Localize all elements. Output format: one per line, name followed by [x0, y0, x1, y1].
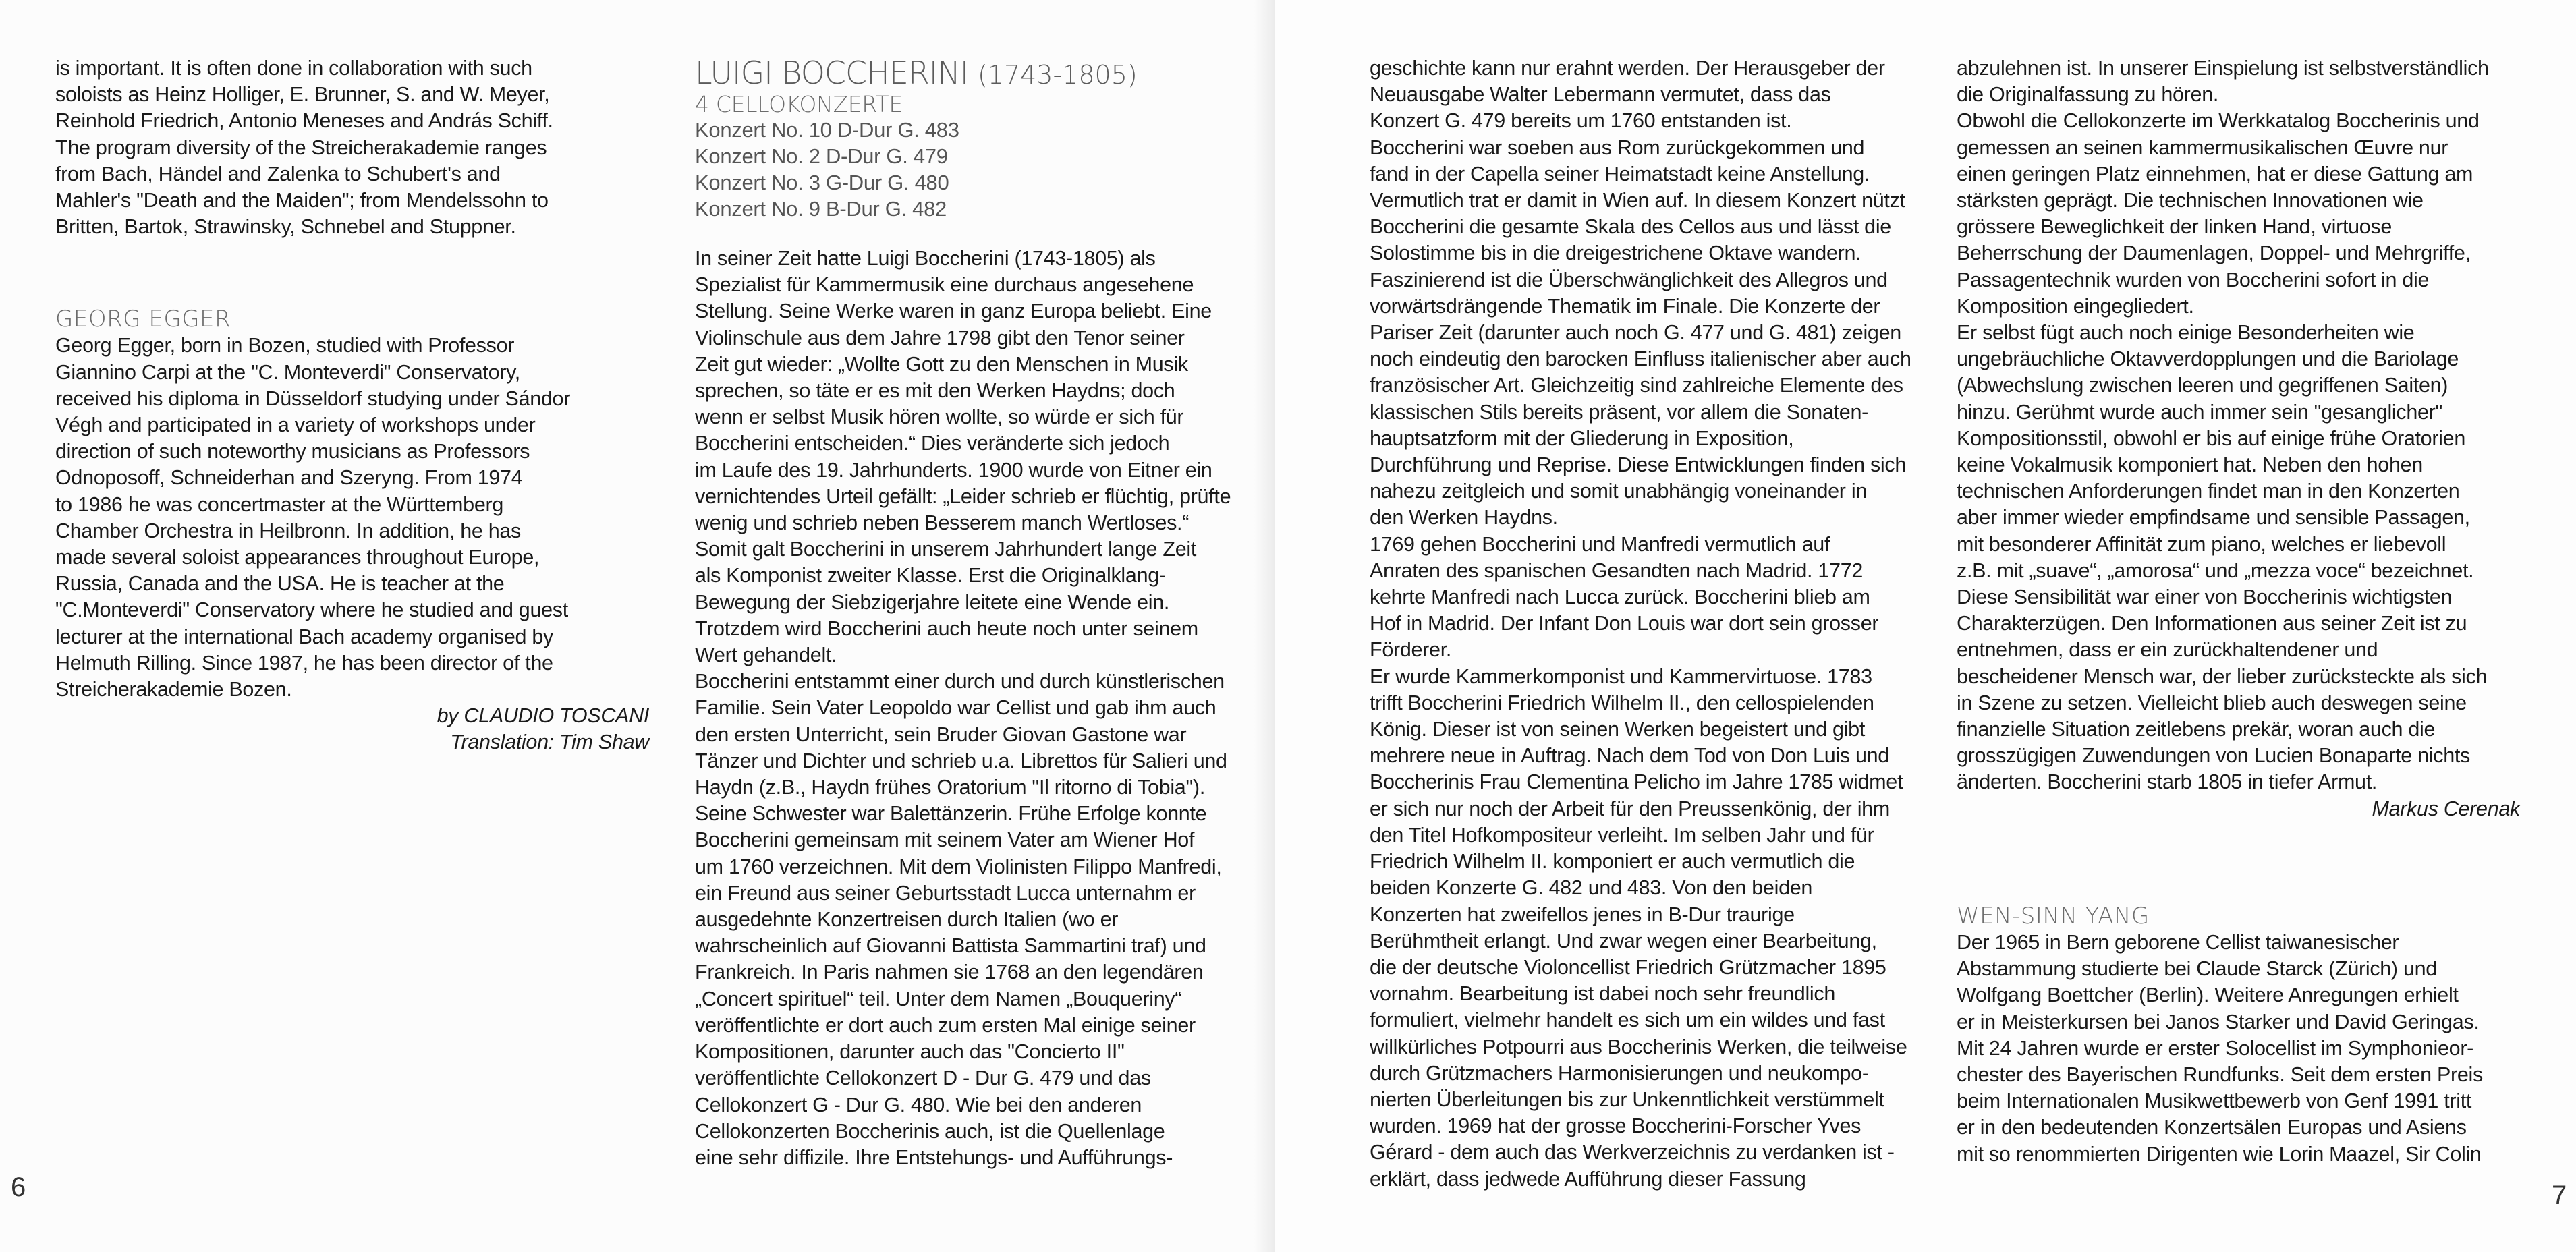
text-line: (Abwechslung zwischen leeren und gegriffenen Saiten)	[1957, 374, 2448, 397]
text-line: formuliert, vielmehr handelt es sich um ein wildes und fast	[1370, 1008, 1885, 1032]
text-line: vernichtendes Urteil gefällt: „Leider schrieb er flüchtig, prüfte	[695, 484, 1231, 508]
text-line: Friedrich Wilhelm II. komponiert er auch vermutlich die	[1370, 850, 1855, 874]
text-line: Boccherini entscheiden.“ Dies veränderte sich jedoch	[695, 432, 1170, 455]
text-line: The program diversity of the Streicherakademie ranges	[55, 136, 547, 159]
text-line: klassischen Stils bereits präsent, vor allem die Sonaten-	[1370, 400, 1868, 424]
text-line: fand in der Capella seiner Heimatstadt keine Anstellung.	[1370, 162, 1870, 186]
text-line: Obwohl die Cellokonzerte im Werkkatalog Boccherinis und	[1957, 109, 2480, 133]
text-line: wahrscheinlich auf Giovanni Battista Sammartini traf) und	[695, 934, 1206, 958]
text-line: Boccherini entstammt einer durch und durch künstlerischen	[695, 670, 1225, 693]
text-line: vornahm. Bearbeitung ist dabei noch sehr freundlich	[1370, 982, 1836, 1006]
text-line: Komposition eingegliedert.	[1957, 294, 2194, 318]
text-line: Familie. Sein Vater Leopoldo war Cellist und gab ihm auch	[695, 696, 1216, 720]
text-line: Konzert No. 2 D-Dur G. 479	[695, 144, 948, 168]
column-4	[1957, 55, 2520, 1168]
text-line: beim Internationalen Musikwettbewerb von Genf 1991 tritt	[1957, 1089, 2472, 1113]
text-line: hauptsatzform mit der Gliederung in Exposition,	[1370, 426, 1794, 450]
text-line: in Szene zu setzen. Vielleicht blieb auch deswegen seine	[1957, 691, 2467, 714]
text-line: Britten, Bartok, Strawinsky, Schnebel and Stuppner.	[55, 215, 516, 239]
text-line: lecturer at the international Bach academy organised by	[55, 625, 553, 648]
text-line: Mit 24 Jahren wurde er erster Solocellist im Symphonieor-	[1957, 1036, 2474, 1060]
text-line: Anraten des spanischen Gesandten nach Madrid. 1772	[1370, 559, 1864, 582]
text-line: Neuausgabe Walter Lebermann vermutet, dass das	[1370, 83, 1831, 107]
text-line: Diese Sensibilität war einer von Boccherinis wichtigsten	[1957, 586, 2453, 609]
text-line: Abstammung studierte bei Claude Starck (Zürich) und	[1957, 957, 2437, 981]
text-line: received his diploma in Düsseldorf studying under Sándor	[55, 387, 571, 410]
text-line: to 1986 he was concertmaster at the Württemberg	[55, 492, 504, 516]
text-line: Stellung. Seine Werke waren in ganz Europa beliebt. Eine	[695, 300, 1212, 323]
text-line: Cellokonzert G - Dur G. 480. Wie bei den anderen	[695, 1093, 1142, 1116]
text-line: gemessen an seinen kammermusikalischen Œuvre nur	[1957, 136, 2448, 159]
heading-georg-egger: GEORG EGGER	[55, 306, 231, 333]
paragraph-boccherini-history	[1370, 55, 1911, 1193]
text-line: Trotzdem wird Boccherini auch heute noch unter seinem	[695, 617, 1198, 640]
paragraph-georg-egger	[55, 333, 649, 703]
column-3	[1370, 55, 1911, 1193]
text-line: änderten. Boccherini starb 1805 in tiefer Armut.	[1957, 770, 2378, 794]
text-line: König. Dieser ist von seinen Werken begeistert und gibt	[1370, 718, 1865, 741]
text-line: ein Freund aus seiner Geburtsstadt Lucca unternahm er	[695, 881, 1196, 905]
paragraph-wen-sinn-yang	[1957, 930, 2520, 1168]
text-line: direction of such noteworthy musicians as Professors	[55, 440, 530, 463]
text-line: durch Grützmachers Harmonisierungen und neukompo-	[1370, 1061, 1869, 1085]
works-list	[695, 117, 1231, 222]
text-line: willkürliches Potpourri aus Boccherinis Werken, die teilweise	[1370, 1035, 1907, 1058]
text-line: Haydn (z.B., Haydn frühes Oratorium "Il ritorno di Tobia").	[695, 776, 1206, 799]
text-line: erklärt, dass jedwede Aufführung dieser Fassung	[1370, 1167, 1806, 1191]
text-line: kehrte Manfredi nach Lucca zurück. Boccherini blieb am	[1370, 586, 1870, 609]
text-line: Wert gehandelt.	[695, 644, 837, 667]
text-line: einen geringen Platz einnehmen, hat er diese Gattung am	[1957, 162, 2473, 186]
paragraph-streicherakademie	[55, 55, 649, 240]
text-line: Er wurde Kammerkomponist und Kammervirtuose. 1783	[1370, 664, 1872, 688]
text-line: Konzert No. 3 G-Dur G. 480	[695, 171, 949, 194]
text-line: nahezu zeitgleich und somit unabhängig voneinander in	[1370, 480, 1867, 503]
text-line: Beherrschung der Daumenlagen, Doppel- und Mehrgriffe,	[1957, 241, 2471, 265]
text-line: Pariser Zeit (darunter auch noch G. 477 und G. 481) zeigen	[1370, 321, 1901, 345]
column-2	[695, 55, 1231, 1171]
text-line: Berühmtheit erlangt. Und zwar wegen einer Bearbeitung,	[1370, 929, 1877, 952]
text-line: In seiner Zeit hatte Luigi Boccherini (1743-1805) als	[695, 247, 1156, 270]
text-line: Végh and participated in a variety of workshops under	[55, 414, 536, 437]
text-line: technischen Anforderungen findet man in den Konzerten	[1957, 480, 2460, 503]
composer-name: LUIGI BOCCHERINI	[695, 55, 969, 91]
text-line: Boccherinis Frau Clementina Pelicho im Jahre 1785 widmet	[1370, 770, 1903, 794]
text-line: Solostimme bis in die dreigestrichene Oktave wandern.	[1370, 241, 1861, 265]
text-line: made several soloist appearances throughout Europe,	[55, 546, 540, 569]
text-line: die Originalfassung zu hören.	[1957, 83, 2219, 107]
text-line: er in den bedeutenden Konzertsälen Europas und Asiens	[1957, 1116, 2467, 1139]
text-line: den Titel Hofkompositeur verleiht. Im selben Jahr und für	[1370, 823, 1874, 847]
text-line: hinzu. Gerühmt wurde auch immer sein "gesanglicher"	[1957, 400, 2443, 424]
text-line: stärksten geprägt. Die technischen Innovationen wie	[1957, 189, 2424, 212]
text-line: Violinschule aus dem Jahre 1798 gibt den Tenor seiner	[695, 326, 1185, 349]
text-line: Boccherini gemeinsam mit seinem Vater am Wiener Hof	[695, 828, 1195, 852]
text-line: ausgedehnte Konzertreisen durch Italien (wo er	[695, 908, 1119, 932]
text-line: Somit galt Boccherini in unserem Jahrhundert lange Zeit	[695, 538, 1197, 561]
text-line: entnehmen, dass er ein zurückhaltendener und	[1957, 638, 2378, 662]
text-line: Chamber Orchestra in Heilbronn. In addition, he has	[55, 519, 521, 542]
text-line: eine sehr diffizile. Ihre Entstehungs- und Aufführungs-	[695, 1145, 1173, 1169]
text-line: "C.Monteverdi" Conservatory where he studied and guest	[55, 598, 568, 622]
text-line: Vermutlich trat er damit in Wien auf. In diesem Konzert nützt	[1370, 189, 1905, 212]
text-line: Der 1965 in Bern geborene Cellist taiwanesischer	[1957, 930, 2399, 954]
text-line: wurden. 1969 hat der grosse Boccherini-Forscher Yves	[1370, 1114, 1861, 1138]
text-line: vorwärtsdrängende Thematik im Finale. Die Konzerte der	[1370, 294, 1880, 318]
text-line: Passagentechnik wurden von Boccherini sofort in die	[1957, 268, 2430, 291]
text-line: Mahler's "Death and the Maiden"; from Mendelssohn to	[55, 189, 549, 212]
page-number-left: 6	[11, 1172, 26, 1202]
text-line: Durchführung und Reprise. Diese Entwicklungen finden sich	[1370, 453, 1906, 477]
text-line: Faszinierend ist die Überschwänglichkeit des Allegros und	[1370, 268, 1888, 291]
text-line: Georg Egger, born in Bozen, studied with Professor	[55, 334, 515, 358]
text-line: Tänzer und Dichter und schrieb u.a. Librettos für Salieri und	[695, 749, 1227, 772]
text-line: Boccherini die gesamte Skala des Cellos aus und lässt die	[1370, 215, 1891, 239]
text-line: Helmuth Rilling. Since 1987, he has been director of the	[55, 651, 553, 675]
text-line: veröffentlichte Cellokonzert D - Dur G. 479 und das	[695, 1066, 1151, 1090]
text-line: nierten Überleitungen bis zur Unkenntlichkeit verstümmelt	[1370, 1087, 1884, 1111]
text-line: wenig und schrieb neben Besserem manch Wertloses.“	[695, 511, 1189, 535]
composer-years: (1743-1805)	[977, 60, 1138, 90]
text-line: Konzert No. 9 B-Dur G. 482	[695, 197, 947, 221]
text-line: Frankreich. In Paris nahmen sie 1768 an den legendären	[695, 961, 1204, 984]
text-line: veröffentlichte er dort auch zum ersten Mal einige seiner	[695, 1013, 1196, 1037]
text-line: um 1760 verzeichnen. Mit dem Violinisten Filippo Manfredi,	[695, 855, 1222, 878]
text-line: bescheidener Mensch war, der lieber zurücksteckte als sich	[1957, 664, 2488, 688]
text-line: er sich nur noch der Arbeit für den Preussenkönig, der ihm	[1370, 797, 1890, 820]
text-line: Konzert No. 10 D-Dur G. 483	[695, 118, 959, 142]
text-line: Gérard - dem auch das Werkverzeichnis zu verdanken ist -	[1370, 1141, 1895, 1164]
text-line: Giannino Carpi at the "C. Monteverdi" Conservatory,	[55, 360, 520, 384]
text-line: Wolfgang Boettcher (Berlin). Weitere Anregungen erhielt	[1957, 984, 2459, 1007]
text-line: Russia, Canada and the USA. He is teacher at the	[55, 572, 505, 596]
text-line: Cellokonzerten Boccherinis auch, ist die Quellenlage	[695, 1119, 1165, 1143]
left-page	[0, 0, 1275, 1252]
text-line: sprechen, so täte er es mit den Werken Haydns; doch	[695, 379, 1175, 403]
text-line: aber immer wieder empfindsame und sensible Passagen,	[1957, 506, 2470, 530]
text-line: Kompositionsstil, obwohl er bis auf einige frühe Oratorien	[1957, 426, 2465, 450]
text-line: Boccherini war soeben aus Rom zurückgekommen und	[1370, 136, 1865, 159]
text-line: grosszügigen Zuwendungen von Lucien Bonaparte nichts	[1957, 744, 2470, 768]
column-1	[55, 55, 649, 756]
text-line: Reinhold Friedrich, Antonio Meneses and András Schiff.	[55, 109, 553, 133]
text-line: geschichte kann nur erahnt werden. Der Herausgeber der	[1370, 57, 1885, 80]
text-line: soloists as Heinz Holliger, E. Brunner, S. and W. Meyer,	[55, 83, 550, 107]
text-line: chester des Bayerischen Rundfunks. Seit dem ersten Preis	[1957, 1062, 2483, 1086]
text-line: wenn er selbst Musik hören wollte, so würde er sich für	[695, 405, 1184, 429]
text-line: Spezialist für Kammermusik eine durchaus angesehene	[695, 273, 1194, 297]
text-line: die der deutsche Violoncellist Friedrich Grützmacher 1895	[1370, 955, 1886, 979]
page-number-right: 7	[2552, 1180, 2567, 1210]
text-line: 1769 gehen Boccherini und Manfredi vermutlich auf	[1370, 532, 1830, 556]
text-line: ungebräuchliche Oktavverdopplungen und die Bariolage	[1957, 347, 2459, 371]
text-line: Odnoposoff, Schneiderhan and Szeryng. From 1974	[55, 466, 523, 490]
translation-credit: Translation: Tim Shaw	[450, 731, 649, 754]
right-page	[1275, 0, 2576, 1252]
text-line: Konzerten hat zweifellos jenes in B-Dur traurige	[1370, 903, 1795, 926]
text-line: Seine Schwester war Balettänzerin. Frühe Erfolge konnte	[695, 802, 1207, 826]
text-line: im Laufe des 19. Jahrhunderts. 1900 wurde von Eitner ein	[695, 458, 1212, 482]
text-line: den Werken Haydns.	[1370, 506, 1558, 530]
text-line: Bewegung der Siebzigerjahre leitete eine Wende ein.	[695, 590, 1170, 614]
text-line: z.B. mit „suave“, „amorosa“ und „mezza voce“ bezeichnet.	[1957, 559, 2474, 582]
text-line: keine Vokalmusik komponiert hat. Neben den hohen	[1957, 453, 2423, 477]
text-line: trifft Boccherini Friedrich Wilhelm II., den cellospielenden	[1370, 691, 1874, 714]
composer-heading	[695, 55, 1231, 92]
text-line: den ersten Unterricht, sein Bruder Giovan Gastone war	[695, 722, 1187, 746]
text-line: beiden Konzerte G. 482 und 483. Von den beiden	[1370, 876, 1813, 900]
text-line: finanzielle Situation zeitlebens prekär, woran auch die	[1957, 718, 2436, 741]
text-line: mit so renommierten Dirigenten wie Lorin Maazel, Sir Colin	[1957, 1142, 2482, 1166]
text-line: Streicherakademie Bozen.	[55, 678, 292, 702]
text-line: grössere Beweglichkeit der linken Hand, virtuose	[1957, 215, 2392, 239]
author-credit-right: Markus Cerenak	[2372, 797, 2520, 820]
author-credit: by CLAUDIO TOSCANI	[437, 704, 649, 728]
text-line: er in Meisterkursen bei Janos Starker und David Geringas.	[1957, 1010, 2480, 1033]
text-line: from Bach, Händel and Zalenka to Schubert's and	[55, 162, 501, 186]
text-line: Förderer.	[1370, 638, 1452, 662]
text-line: „Concert spirituel“ teil. Unter dem Namen „Bouqueriny“	[695, 987, 1182, 1011]
text-line: Hof in Madrid. Der Infant Don Louis war dort sein grosser	[1370, 612, 1879, 635]
text-line: abzulehnen ist. In unserer Einspielung ist selbstverständlich	[1957, 57, 2489, 80]
heading-wen-sinn-yang: WEN-SINN YANG	[1957, 902, 2150, 930]
paragraph-boccherini-style	[1957, 55, 2520, 796]
text-line: Konzert G. 479 bereits um 1760 entstanden ist.	[1370, 109, 1792, 133]
text-line: Zeit gut wieder: „Wollte Gott zu den Menschen in Musik	[695, 352, 1188, 376]
paragraph-boccherini-intro	[695, 246, 1231, 1171]
text-line: noch eindeutig den barocken Einfluss italienischer aber auch	[1370, 347, 1911, 371]
text-line: Kompositionen, darunter auch das "Concierto II"	[695, 1040, 1125, 1064]
text-line: als Komponist zweiter Klasse. Erst die Originalklang-	[695, 564, 1166, 588]
text-line: Charakterzügen. Den Informationen aus seiner Zeit ist zu	[1957, 612, 2467, 635]
text-line: französischer Art. Gleichzeitig sind zahlreiche Elemente des	[1370, 374, 1903, 397]
concerto-subtitle: 4 CELLOKONZERTE	[695, 91, 903, 117]
text-line: is important. It is often done in collaboration with such	[55, 57, 532, 80]
text-line: mit besonderer Affinität zum piano, welches er liebevoll	[1957, 532, 2446, 556]
text-line: mehrere neue in Auftrag. Nach dem Tod von Don Luis und	[1370, 744, 1889, 768]
text-line: Er selbst fügt auch noch einige Besonderheiten wie	[1957, 321, 2415, 345]
